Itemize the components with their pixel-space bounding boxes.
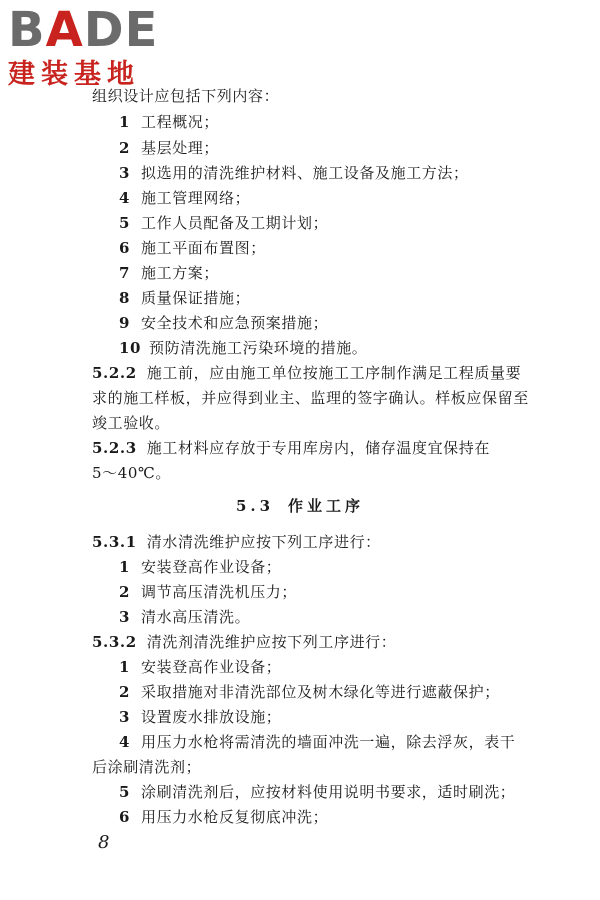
- list-item: 3 设置废水排放设施；: [119, 708, 282, 726]
- list-item: 4 用压力水枪将需清洗的墙面冲洗一遍，除去浮灰，表干: [119, 733, 516, 751]
- list-item: 5 工作人员配备及工期计划；: [119, 214, 329, 232]
- bade-logo: [8, 2, 178, 94]
- list-item: 3 拟选用的清洗维护材料、施工设备及施工方法；: [119, 164, 469, 182]
- list-item: 7 施工方案；: [119, 264, 220, 282]
- page-number: 8: [98, 832, 110, 853]
- list-item: 2 调节高压清洗机压力；: [119, 583, 298, 601]
- clause-5-2-3: 5.2.3 施工材料应存放于专用库房内，储存温度宜保持在: [92, 439, 490, 457]
- list-item: 4 施工管理网络；: [119, 189, 251, 207]
- list-item: 8 质量保证措施；: [119, 289, 251, 307]
- logo-subtitle: 建装基地: [8, 59, 140, 90]
- list-item-continuation: 后涂刷清洗剂；: [92, 758, 202, 776]
- list-item: 10 预防清洗施工污染环境的措施。: [119, 339, 368, 357]
- list-item: 6 施工平面布置图；: [119, 239, 266, 257]
- list-item: 9 安全技术和应急预案措施；: [119, 314, 329, 332]
- intro-line: 组织设计应包括下列内容：: [92, 87, 280, 105]
- clause-5-2-2-line: 竣工验收。: [92, 414, 171, 432]
- list-item: 2 采取措施对非清洗部位及树木绿化等进行遮蔽保护；: [119, 683, 500, 701]
- list-item: 5 涂刷清洗剂后，应按材料使用说明书要求，适时刷洗；: [119, 783, 516, 801]
- list-item: 2 基层处理；: [119, 139, 220, 157]
- list-item: 3 清水高压清洗。: [119, 608, 251, 626]
- list-item: 1 安装登高作业设备；: [119, 558, 282, 576]
- list-item: 1 工程概况；: [119, 113, 220, 131]
- clause-5-2-3-line: 5～40℃。: [92, 464, 172, 482]
- list-item: 1 安装登高作业设备；: [119, 658, 282, 676]
- list-item: 6 用压力水枪反复彻底冲洗；: [119, 808, 329, 826]
- section-heading-5-3: 5.3 作业工序: [235, 497, 365, 515]
- logo-wordmark: BADE: [8, 2, 159, 58]
- clause-5-3-2: 5.3.2 清洗剂清洗维护应按下列工序进行：: [92, 633, 397, 651]
- clause-5-2-2: 5.2.2 施工前，应由施工单位按施工工序制作满足工程质量要: [92, 364, 522, 382]
- clause-5-2-2-line: 求的施工样板，并应得到业主、监理的签字确认。样板应保留至: [92, 389, 529, 407]
- clause-5-3-1: 5.3.1 清水清洗维护应按下列工序进行：: [92, 533, 381, 551]
